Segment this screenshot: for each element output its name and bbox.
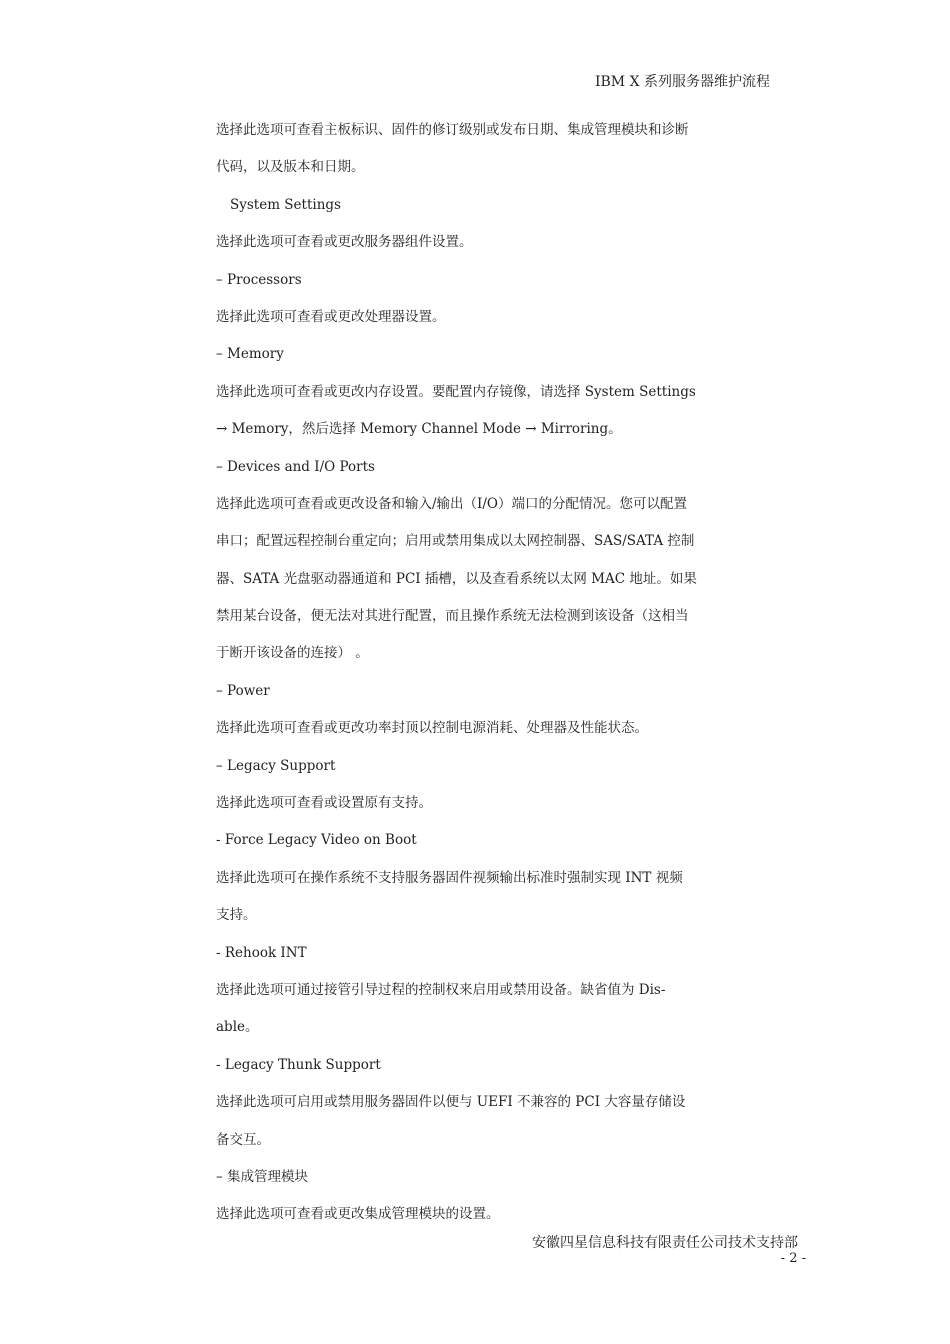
paragraph-line: 代码，以及版本和日期。: [216, 159, 365, 176]
paragraph-line: 选择此选项可启用或禁用服务器固件以便与 UEFI 不兼容的 PCI 大容量存储设: [216, 1094, 686, 1111]
menu-item-rehook-int: - Rehook INT: [216, 944, 307, 961]
document-body: [216, 119, 736, 1241]
paragraph-line: 选择此选项可在操作系统不支持服务器固件视频输出标准时强制实现 INT 视频: [216, 869, 683, 886]
menu-item-force-legacy-video: - Force Legacy Video on Boot: [216, 832, 417, 849]
paragraph-line: 选择此选项可查看或设置原有支持。: [216, 795, 432, 812]
page-header-title: IBM X 系列服务器维护流程: [594, 74, 770, 90]
footer-page-number: - 2 -: [780, 1251, 806, 1266]
menu-item-devices-io-ports: – Devices and I/O Ports: [216, 458, 375, 475]
paragraph-line: 选择此选项可查看或更改功率封顶以控制电源消耗、处理器及性能状态。: [216, 720, 648, 737]
menu-item-integrated-management-module: – 集成管理模块: [216, 1168, 309, 1185]
paragraph-line: 禁用某台设备，便无法对其进行配置，而且操作系统无法检测到该设备（这相当: [216, 608, 689, 625]
paragraph-line: 选择此选项可查看或更改内存设置。要配置内存镜像，请选择 System Settings: [216, 383, 696, 400]
paragraph-line: 选择此选项可查看或更改处理器设置。: [216, 308, 446, 325]
menu-item-legacy-support: – Legacy Support: [216, 757, 336, 774]
menu-item-processors: – Processors: [216, 271, 302, 288]
paragraph-line: 选择此选项可查看或更改服务器组件设置。: [216, 234, 473, 251]
paragraph-line: able。: [216, 1019, 259, 1036]
paragraph-line: → Memory，然后选择 Memory Channel Mode → Mirroring。: [216, 421, 622, 438]
paragraph-line: 选择此选项可查看或更改设备和输入/输出（I/O）端口的分配情况。您可以配置: [216, 495, 687, 512]
paragraph-line: 备交互。: [216, 1131, 270, 1148]
paragraph-line: 串口；配置远程控制台重定向；启用或禁用集成以太网控制器、SAS/SATA 控制: [216, 533, 695, 550]
paragraph-line: 于断开该设备的连接） 。: [216, 645, 369, 662]
menu-item-power: – Power: [216, 682, 270, 699]
menu-item-legacy-thunk-support: - Legacy Thunk Support: [216, 1056, 381, 1073]
paragraph-line: 支持。: [216, 907, 257, 924]
menu-item-memory: – Memory: [216, 346, 284, 363]
footer-company-name: 安徽四星信息科技有限责任公司技术支持部: [532, 1235, 798, 1251]
paragraph-line: 选择此选项可查看主板标识、固件的修订级别或发布日期、集成管理模块和诊断: [216, 122, 689, 138]
section-heading-system-settings: System Settings: [230, 196, 341, 213]
paragraph-line: 器、SATA 光盘驱动器通道和 PCI 插槽，以及查看系统以太网 MAC 地址。如果: [216, 570, 697, 587]
paragraph-line: 选择此选项可通过接管引导过程的控制权来启用或禁用设备。缺省值为 Dis-: [216, 981, 666, 998]
paragraph-line: 选择此选项可查看或更改集成管理模块的设置。: [216, 1206, 500, 1223]
